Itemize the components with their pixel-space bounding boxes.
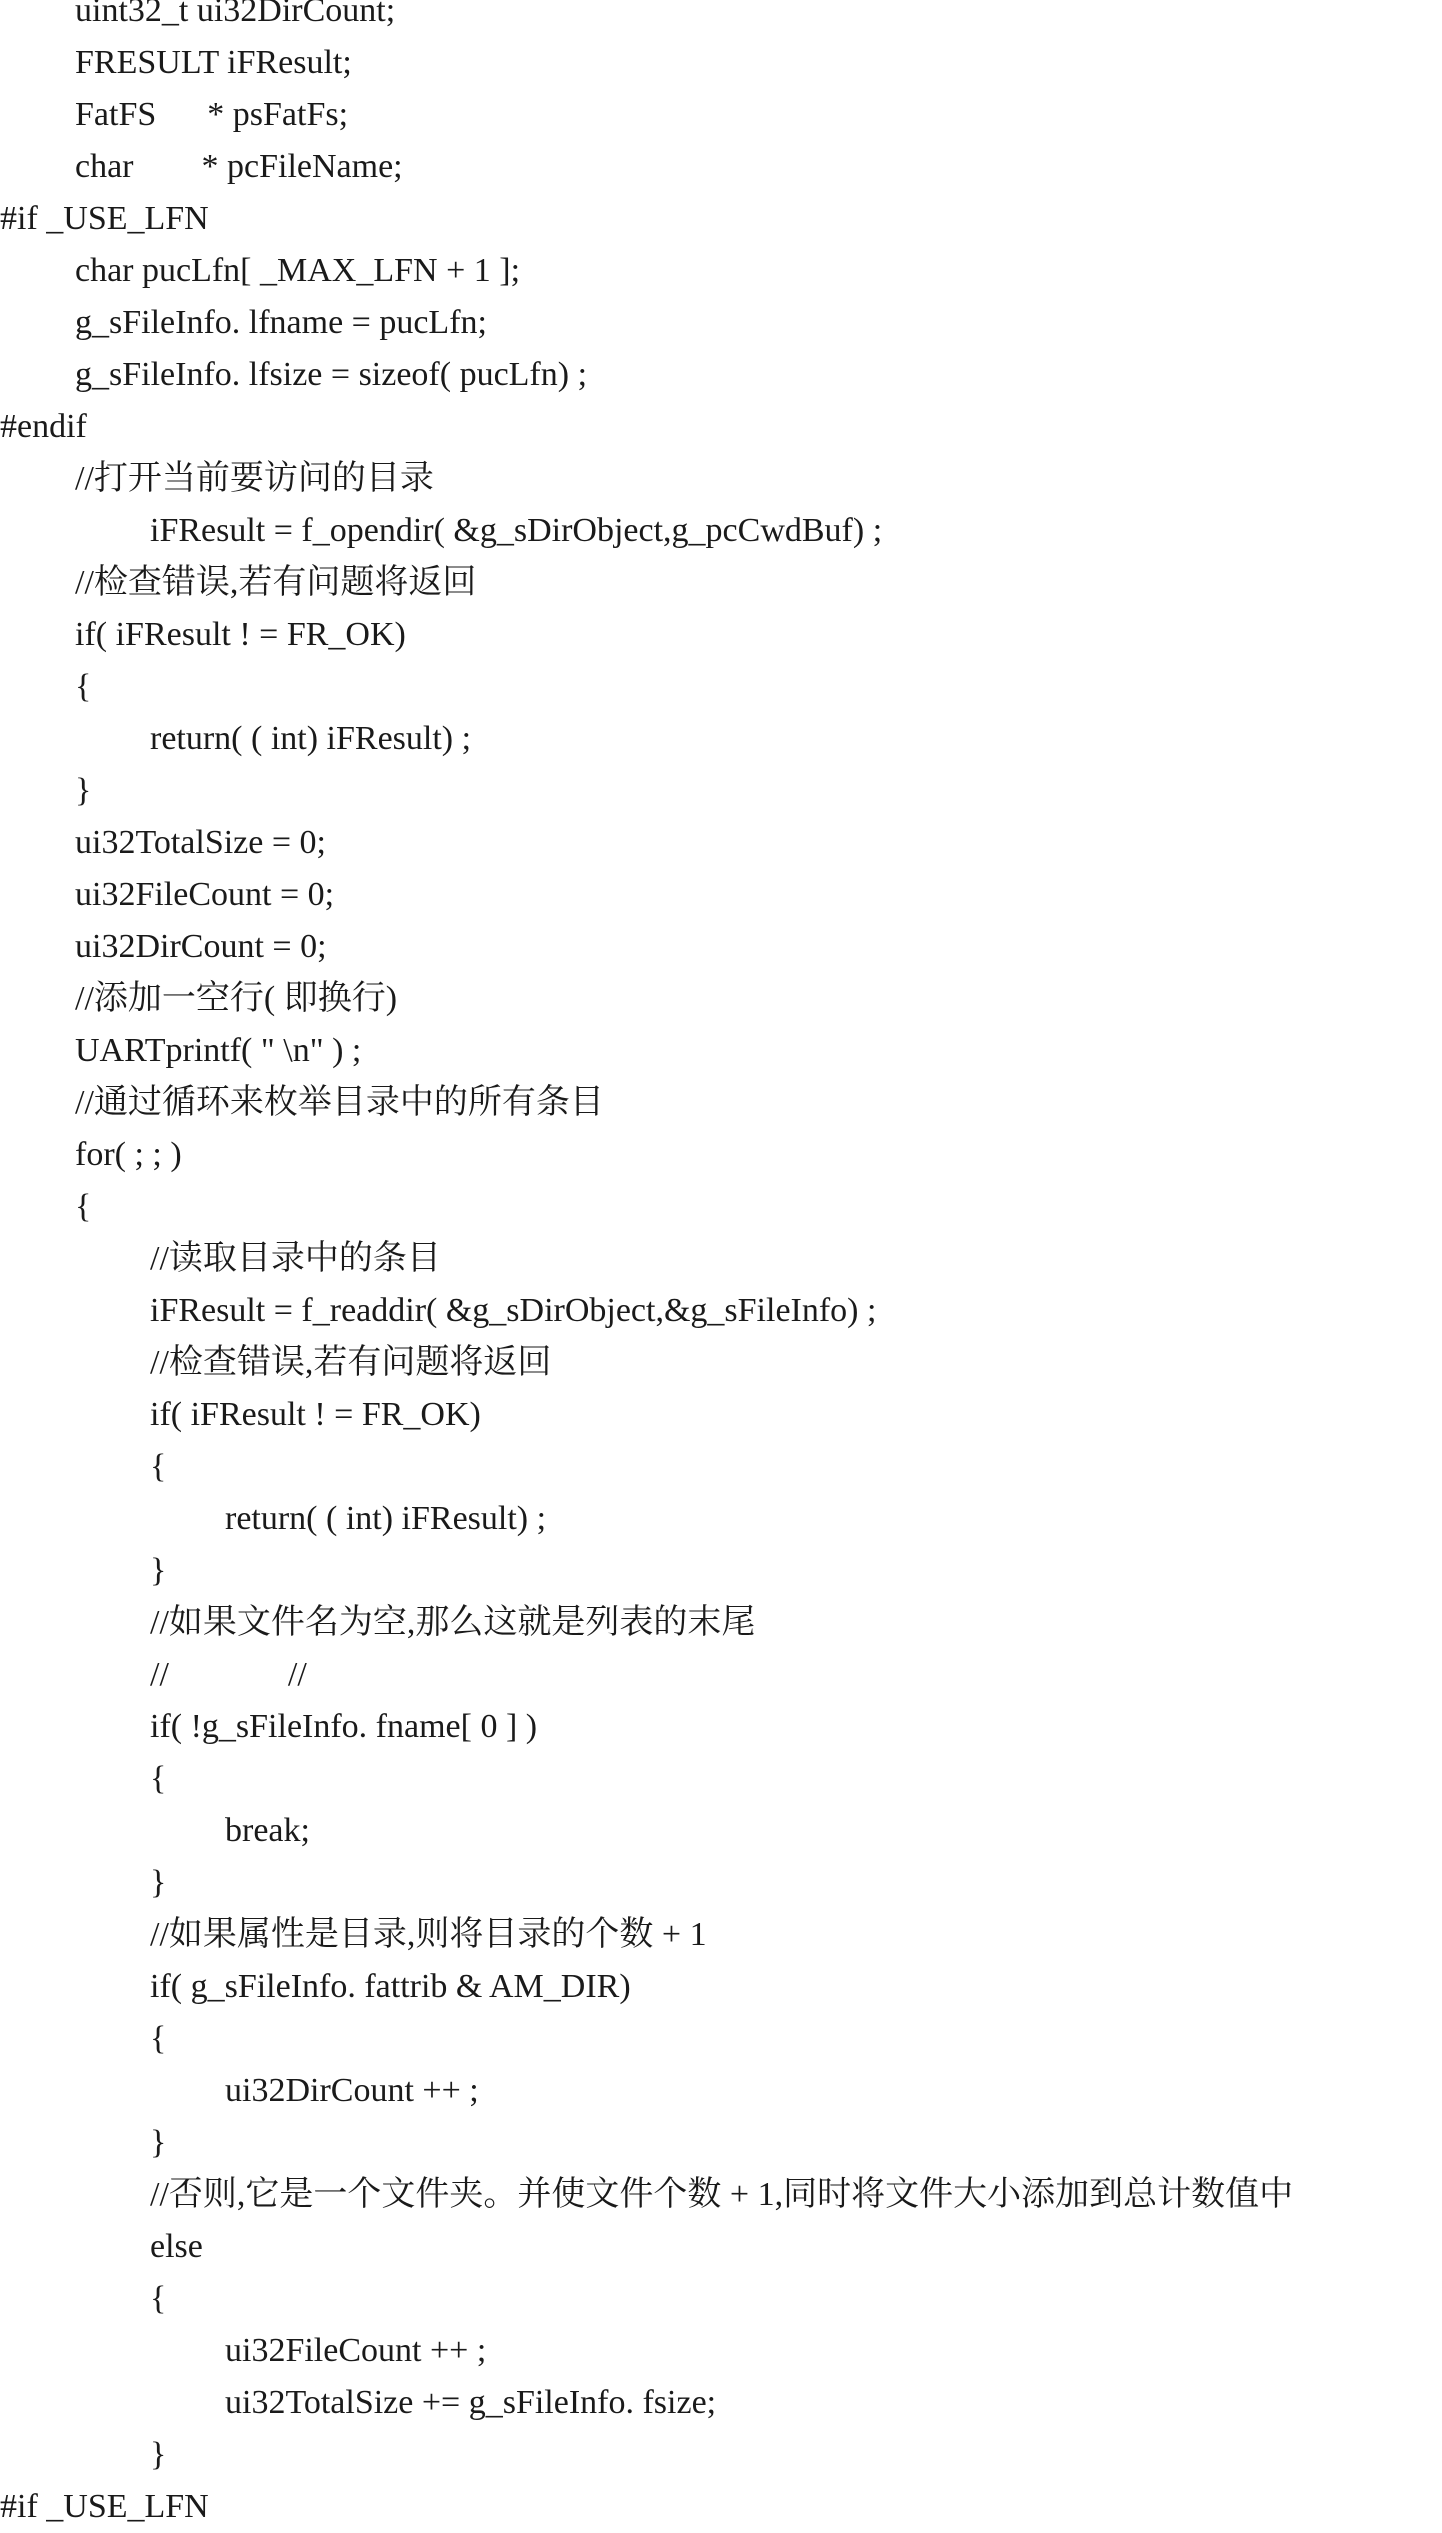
code-line: char pucLfn[ _MAX_LFN + 1 ];	[75, 252, 521, 289]
code-line: ui32FileCount ++ ;	[225, 2332, 487, 2369]
code-line: FatFS * psFatFs;	[75, 96, 349, 133]
code-line: ui32DirCount = 0;	[75, 928, 327, 965]
code-line: //检查错误,若有问题将返回	[75, 564, 477, 601]
code-line: {	[75, 1188, 92, 1225]
code-line: #endif	[0, 408, 87, 445]
code-line: // //	[150, 1656, 307, 1693]
code-line: UARTprintf( " \n" ) ;	[75, 1032, 362, 1069]
code-line: }	[150, 1864, 167, 1901]
code-line: for( ; ; )	[75, 1136, 182, 1173]
code-line: }	[75, 772, 92, 809]
code-line: return( ( int) iFResult) ;	[150, 720, 472, 757]
code-line: return( ( int) iFResult) ;	[225, 1500, 547, 1537]
code-line: ui32DirCount ++ ;	[225, 2072, 479, 2109]
code-line: //读取目录中的条目	[150, 1240, 441, 1277]
code-line: iFResult = f_readdir( &g_sDirObject,&g_sFileInfo) ;	[150, 1292, 877, 1329]
code-line: //否则,它是一个文件夹。并使文件个数 + 1,同时将文件大小添加到总计数值中	[150, 2176, 1294, 2213]
code-line: g_sFileInfo. lfsize = sizeof( pucLfn) ;	[75, 356, 588, 393]
code-line: uint32_t ui32DirCount;	[75, 0, 396, 29]
code-line: //添加一空行( 即换行)	[75, 980, 398, 1017]
code-line: //通过循环来枚举目录中的所有条目	[75, 1084, 604, 1121]
code-line: char * pcFileName;	[75, 148, 403, 185]
code-line: ui32TotalSize = 0;	[75, 824, 326, 861]
code-line: {	[75, 668, 92, 705]
code-line: //打开当前要访问的目录	[75, 460, 434, 497]
code-line: //如果文件名为空,那么这就是列表的末尾	[150, 1604, 756, 1641]
code-line: ui32TotalSize += g_sFileInfo. fsize;	[225, 2384, 717, 2421]
code-line: else	[150, 2228, 203, 2265]
code-line: //如果属性是目录,则将目录的个数 + 1	[150, 1916, 707, 1953]
code-line: #if _USE_LFN	[0, 200, 209, 237]
code-line: if( !g_sFileInfo. fname[ 0 ] )	[150, 1708, 538, 1745]
code-line: {	[150, 2280, 167, 2317]
code-line: }	[150, 1552, 167, 1589]
code-line: {	[150, 1448, 167, 1485]
code-line: {	[150, 2020, 167, 2057]
code-line: if( g_sFileInfo. fattrib & AM_DIR)	[150, 1968, 631, 2005]
code-line: #if _USE_LFN	[0, 2488, 209, 2525]
code-line: //检查错误,若有问题将返回	[150, 1344, 552, 1381]
code-line: }	[150, 2436, 167, 2473]
code-line: FRESULT iFResult;	[75, 44, 352, 81]
code-line: {	[150, 1760, 167, 1797]
code-line: iFResult = f_opendir( &g_sDirObject,g_pcCwdBuf) ;	[150, 512, 883, 549]
code-line: if( iFResult ! = FR_OK)	[75, 616, 406, 653]
code-line: ui32FileCount = 0;	[75, 876, 335, 913]
code-line: g_sFileInfo. lfname = pucLfn;	[75, 304, 487, 341]
code-line: break;	[225, 1812, 310, 1849]
code-line: if( iFResult ! = FR_OK)	[150, 1396, 481, 1433]
code-line: }	[150, 2124, 167, 2161]
